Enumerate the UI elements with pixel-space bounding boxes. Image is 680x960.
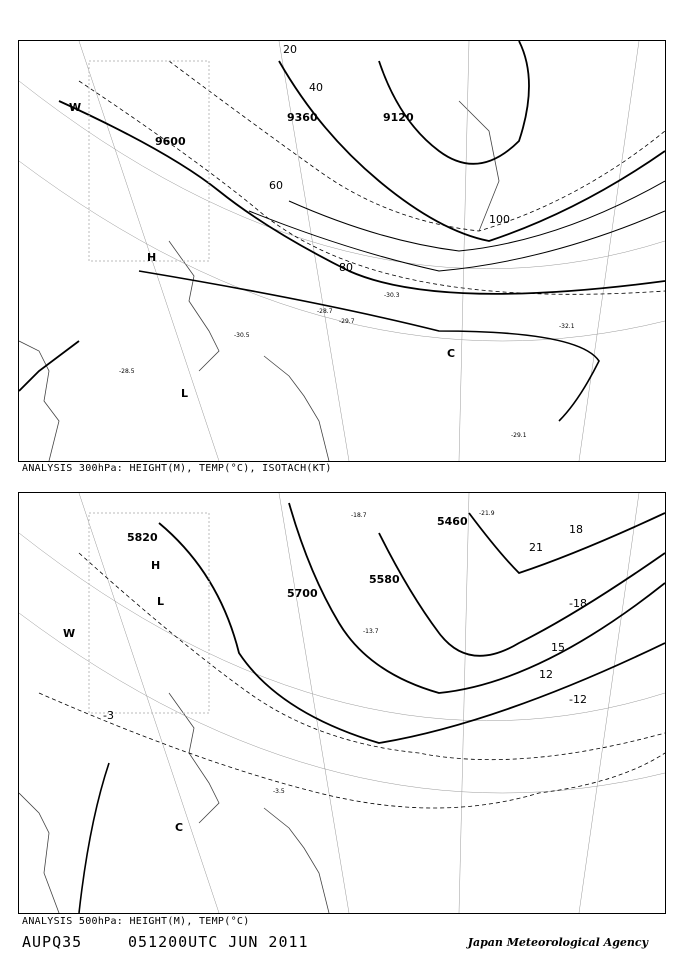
coastline-japan [264, 808, 329, 913]
height-label-9360: 9360 [287, 111, 318, 124]
height-contour-5820 [159, 523, 665, 743]
height-contour-9360 [279, 61, 665, 241]
isotach-label-20: 20 [283, 43, 297, 56]
map-panel-300hpa [18, 40, 666, 462]
isotherm-label: -3 [103, 709, 114, 722]
height-label-5460: 5460 [437, 515, 468, 528]
isotach-label-100: 100 [489, 213, 510, 226]
isotach-label-40: 40 [309, 81, 323, 94]
station-value: -30.5 [234, 332, 250, 339]
station-value: -3.5 [273, 788, 285, 795]
grid-latitude-1 [19, 161, 665, 341]
hatched-area [89, 61, 209, 261]
station-value: -29.7 [339, 318, 355, 325]
map-300hpa-svg [19, 41, 665, 461]
isotherm-label: 21 [529, 541, 543, 554]
map-panel-500hpa [18, 492, 666, 914]
station-value: -28.7 [317, 308, 333, 315]
chart-valid-time: 051200UTC JUN 2011 [128, 933, 309, 951]
station-value: -30.3 [384, 292, 400, 299]
map-300-base-layer [19, 41, 665, 461]
system-C: C [447, 347, 456, 360]
height-contour-5700 [289, 503, 665, 693]
isotherm-dashed-1 [79, 81, 665, 294]
isotherm-label: -18 [569, 597, 587, 610]
height-label-5580: 5580 [369, 573, 400, 586]
isotherm-label: 18 [569, 523, 583, 536]
isotach-60 [289, 181, 665, 251]
coastline-asia [19, 793, 59, 913]
map-500hpa-svg [19, 493, 665, 913]
caption-300hpa: ANALYSIS 300hPa: HEIGHT(M), TEMP(°C), ISOTACH(KT) [22, 463, 332, 474]
coastline-asia [19, 341, 59, 461]
isotach-label-80: 80 [339, 261, 353, 274]
isotherm-solid-left [79, 763, 109, 913]
system-L: L [157, 595, 165, 608]
caption-500hpa: ANALYSIS 500hPa: HEIGHT(M), TEMP(°C) [22, 916, 250, 927]
grid-latitude-2 [19, 81, 665, 269]
grid-longitude-3 [459, 493, 469, 913]
height-label-5700: 5700 [287, 587, 318, 600]
height-label-5820: 5820 [127, 531, 158, 544]
isotherm-label: -12 [569, 693, 587, 706]
system-W: W [63, 627, 76, 640]
height-contour-9600 [59, 101, 665, 294]
station-value: -21.9 [479, 510, 495, 517]
coastline-japan [264, 356, 329, 461]
system-H: H [151, 559, 161, 572]
isotach-40 [249, 211, 665, 271]
isotherm-label: 15 [551, 641, 565, 654]
system-L: L [181, 387, 189, 400]
isotach-label-60: 60 [269, 179, 283, 192]
chart-code: AUPQ35 [22, 933, 83, 951]
station-value: -29.1 [511, 432, 527, 439]
height-contour-5460 [469, 513, 665, 573]
height-contour-5580 [379, 533, 665, 656]
grid-longitude-1 [79, 493, 219, 913]
system-H: H [147, 251, 157, 264]
station-value: -13.7 [363, 628, 379, 635]
station-value: -18.7 [351, 512, 367, 519]
isotherm-label: 12 [539, 668, 553, 681]
agency-name: Japan Meteorological Agency [467, 936, 648, 949]
system-C: C [175, 821, 184, 834]
station-value: -32.1 [559, 323, 575, 330]
system-W: W [69, 101, 82, 114]
height-contour-9120 [379, 41, 529, 164]
grid-longitude-2 [279, 41, 349, 461]
station-value: -28.5 [119, 368, 135, 375]
isotherm-dashed-2 [39, 693, 665, 808]
height-contour-extra [19, 341, 79, 391]
height-label-9600: 9600 [155, 135, 186, 148]
height-label-9120: 9120 [383, 111, 414, 124]
isotherm-dashed-2 [169, 61, 665, 231]
